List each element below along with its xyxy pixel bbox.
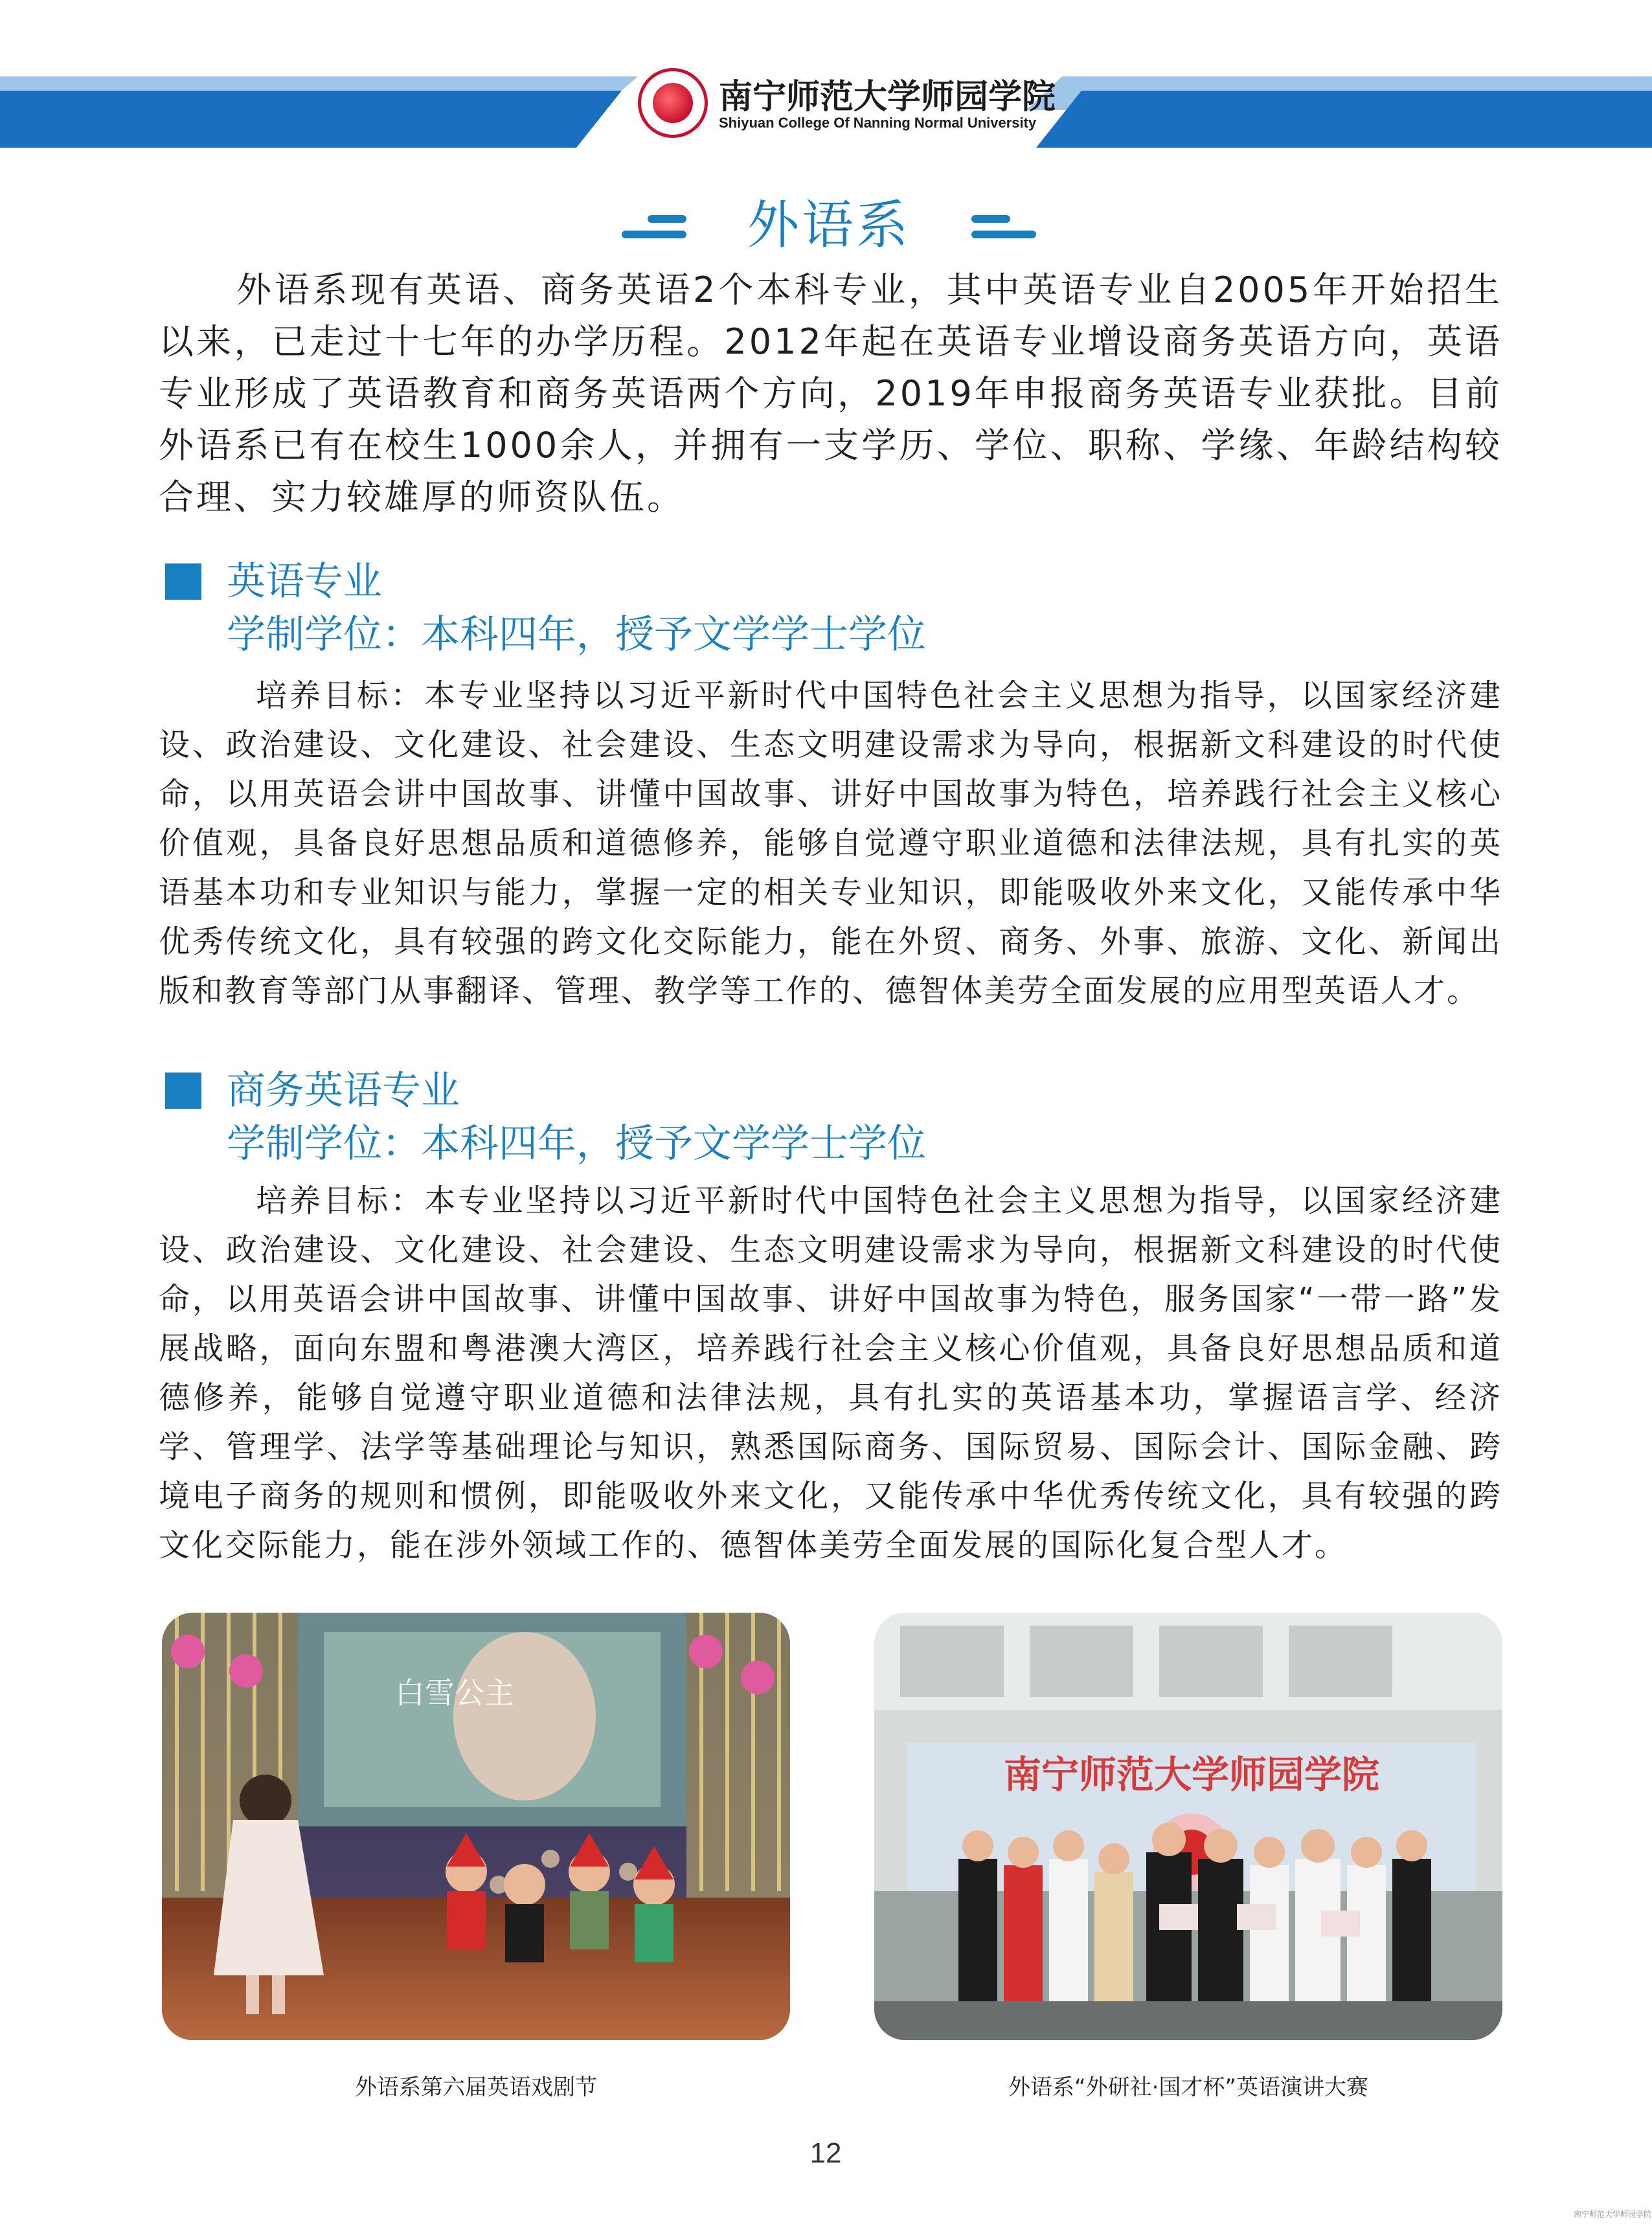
section-title: 外语系 xyxy=(747,195,911,255)
major-degree: 学制学位：本科四年，授予文学学士学位 xyxy=(227,1121,926,1166)
school-logo xyxy=(638,68,1056,152)
school-emblem-icon xyxy=(638,68,708,138)
title-decoration-left xyxy=(648,215,686,223)
intro-paragraph xyxy=(159,264,1502,523)
title-decoration-left-2 xyxy=(622,231,686,238)
photo-speech-contest xyxy=(874,1613,1502,2040)
section-heading xyxy=(609,193,1049,258)
title-decoration-right xyxy=(971,215,1010,223)
major-goal xyxy=(159,1176,1502,1570)
major-title: 英语专业 xyxy=(227,559,382,604)
intro-text: 外语系现有英语、商务英语2个本科专业，其中英语专业自2005年开始招生以来，已走过十七年的办学历程。2012年起在英语专业增设商务英语方向，英语专业形成了英语教育和商务英语两个方向，2019年申报商务英语专业获批。目前外语系已有在校生1000余人，并拥有一支学历、学位、职称、学缘、年龄结构较合理、实力较雄厚的师资队伍。 xyxy=(159,269,1502,517)
major-goal-text: 培养目标：本专业坚持以习近平新时代中国特色社会主义思想为指导，以国家经济建设、政治建设、文化建设、社会建设、生态文明建设需求为导向，根据新文科建设的时代使命，以用英语会讲中国故事、讲懂中国故事、讲好中国故事为特色，服务国家“一带一路”发展战略，面向东盟和粤港澳大湾区，培养践行社会主义核心价值观，具备良好思想品质和道德修养，能够自觉遵守职业道德和法律法规，具有扎实的英语基本功，掌握语言学、经济学、管理学、法学等基础理论与知识，熟悉国际商务、国际贸易、国际会计、国际金融、跨境电子商务的规则和惯例，即能吸收外来文化，又能传承中华优秀传统文化，具有较强的跨文化交际能力，能在涉外领域工作的、德智体美劳全面发展的国际化复合型人才。 xyxy=(159,1183,1502,1563)
major-degree: 学制学位：本科四年，授予文学学士学位 xyxy=(227,612,926,657)
major-title: 商务英语专业 xyxy=(227,1068,460,1113)
photo-caption: 外语系第六届英语戏剧节 xyxy=(355,2074,597,2100)
section-marker-icon xyxy=(165,563,201,600)
photo-caption: 外语系“外研社·国才杯”英语演讲大赛 xyxy=(1008,2074,1369,2100)
major-goal xyxy=(159,671,1502,1016)
speech-contest-illustration xyxy=(874,1613,1502,2040)
school-name-cn: 南宁师范大学师园学院 xyxy=(719,78,1056,117)
school-name-en: Shiyuan College Of Nanning Normal University xyxy=(719,115,1037,131)
photo-drama-festival xyxy=(162,1613,790,2040)
page-number: 12 xyxy=(809,2137,842,2169)
drama-scene-illustration xyxy=(162,1613,790,2040)
section-marker-icon xyxy=(165,1073,201,1109)
title-decoration-right-2 xyxy=(971,231,1036,238)
footer-note: 南宁师范大学师园学院 xyxy=(1574,2210,1652,2219)
screen-title: 白雪公主 xyxy=(395,1675,514,1710)
banner-title: 南宁师范大学师园学院 xyxy=(1003,1753,1380,1797)
major-goal-text: 培养目标：本专业坚持以习近平新时代中国特色社会主义思想为指导，以国家经济建设、政治建设、文化建设、社会建设、生态文明建设需求为导向，根据新文科建设的时代使命，以用英语会讲中国故事、讲懂中国故事、讲好中国故事为特色，培养践行社会主义核心价值观，具备良好思想品质和道德修养，能够自觉遵守职业道德和法律法规，具有扎实的英语基本功和专业知识与能力，掌握一定的相关专业知识，即能吸收外来文化，又能传承中华优秀传统文化，具有较强的跨文化交际能力，能在外贸、商务、外事、旅游、文化、新闻出版和教育等部门从事翻译、管理、教学等工作的、德智体美劳全面发展的应用型英语人才。 xyxy=(159,677,1502,1009)
